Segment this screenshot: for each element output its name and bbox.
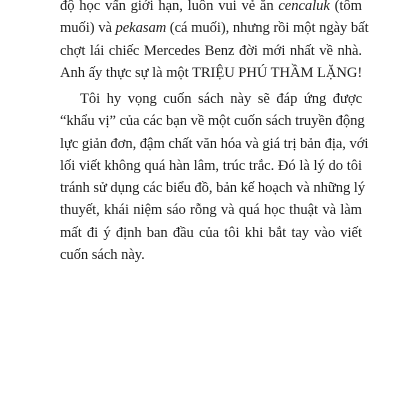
text-line [60,177,366,199]
text-run: tránh sử dụng các biểu đồ, bản kế hoạch và những lý [60,180,366,197]
italic-term-cencaluk: cencaluk [278,0,330,14]
text-run: muối) và [60,20,116,37]
text-line [60,17,369,39]
text-run: lực giản đơn, đậm chất văn hóa và giá trị bản địa, với [60,135,369,152]
text-line [60,244,362,266]
text-line [60,199,362,221]
text-run: mất đi ý định ban đầu của tôi khi bắt tay vào viết [60,224,362,241]
text-run: Anh ấy thực sự là một TRIỆU PHÚ THẦM LẶNG! [60,64,363,81]
text-run: “khẩu vị” của các bạn về một cuốn sách truyền động [60,113,365,130]
paragraph-main [60,88,369,266]
italic-term-pekasam: pekasam [115,20,167,37]
text-run: chợt lái chiếc Mercedes Benz đời mới nhất về nhà. [60,42,362,59]
text-line [60,110,365,132]
text-run: Tôi hy vọng cuốn sách này sẽ đáp ứng được [80,91,362,107]
text-line [60,62,362,84]
text-line [60,222,362,244]
text-run: (cá muối), nhưng rồi một ngày bất [166,20,369,37]
text-line [60,133,369,155]
text-run: độ học vấn giới hạn, luôn vui vẻ ăn [60,0,279,14]
text-line [60,88,362,110]
text-run: thuyết, khái niệm sáo rỗng và quá học thuật và làm [60,202,362,219]
text-run: lối viết không quá hàn lâm, trúc trắc. Đó là lý do tôi [60,157,362,174]
text-line [60,0,362,17]
text-line [60,155,362,177]
text-line [60,40,362,62]
text-run: (tôm [329,0,362,14]
text-run: cuốn sách này. [60,247,145,264]
paragraph-continued [60,0,369,84]
